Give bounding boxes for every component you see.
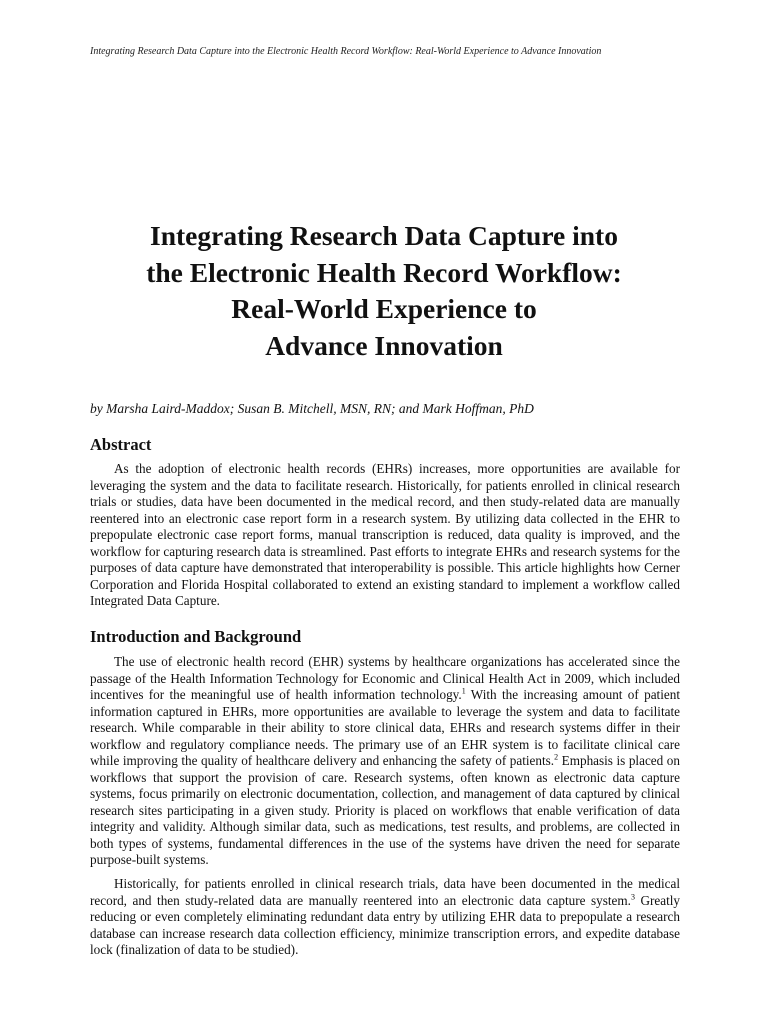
footnote-reference: 1 [461, 686, 466, 696]
title-line: Advance Innovation [265, 329, 503, 361]
running-header: Integrating Research Data Capture into the Electronic Health Record Workflow: Real-World Experience to Advance Innovation [90, 46, 602, 57]
article-title [84, 218, 684, 364]
paragraph-text: The use of electronic health record (EHR) systems by healthcare organizations has accelerated since the passage of the Health Information Technology for Economic and Clinical Health Act in 2009, which included incentives for the meaningful use of health information technology. [90, 654, 680, 702]
abstract-paragraph: As the adoption of electronic health records (EHRs) increases, more opportunities are available for leveraging the system and the data to facilitate research. Historically, for patients enrolled in clinical research trials or studies, data have been documented in the medical record, and then study-related data are manually reentered into an electronic case report form in a research system. By utilizing data collected in the EHR to prepopulate electronic case report forms, manual transcription is reduced, data quality is improved, and the workflow for capturing research data is streamlined. Past efforts to integrate EHRs and research systems for the purposes of data capture have demonstrated that interoperability is possible. This article highlights how Cerner Corporation and Florida Hospital collaborated to extend an existing standard to implement a workflow called Integrated Data Capture. [90, 461, 680, 608]
introduction-heading: Introduction and Background [90, 627, 302, 646]
paragraph-text: Emphasis is placed on workflows that support the provision of care. Research systems, often known as electronic data capture systems, focus primarily on electronic documentation, collection, and management of data captured by clinical research sites participating in a given study. Priority is placed on workflows that enable verification of data integrity and validity. Although similar data, such as medications, test results, and problems, are collected in both types of systems, fundamental differences in the use of the systems have driven the need for separate purpose-built systems. [90, 753, 680, 867]
paragraph-text: Historically, for patients enrolled in clinical research trials, data have been documented in the medical record, and then study-related data are manually reentered into an electronic data capture system. [90, 876, 680, 908]
title-line: the Electronic Health Record Workflow: [146, 256, 622, 288]
abstract-heading: Abstract [90, 435, 152, 454]
paragraph-text: With the increasing amount of patient information captured in EHRs, more opportunities are available to leverage the system and data to facilitate research. While comparable in their ability to store clinical data, EHRs and research systems differ in their workflow and regulatory compliance needs. The primary use of an EHR system is to facilitate clinical care while improving the quality of healthcare delivery and enhancing the safety of patients. [90, 687, 680, 768]
title-line: Real-World Experience to [231, 293, 537, 324]
introduction-paragraph-1 [90, 654, 680, 869]
introduction-paragraph-2 [90, 876, 680, 959]
paragraph-text: Greatly reducing or even completely eliminating redundant data entry by utilizing EHR data to prepopulate a research database can increase research data collection efficiency, minimize transcription errors, and expedite database lock (finalization of data to be studied). [90, 892, 681, 957]
footnote-reference: 3 [630, 892, 635, 902]
title-line: Integrating Research Data Capture into [150, 220, 618, 251]
author-byline: by Marsha Laird-Maddox; Susan B. Mitchell, MSN, RN; and Mark Hoffman, PhD [90, 401, 534, 416]
footnote-reference: 2 [554, 752, 559, 762]
